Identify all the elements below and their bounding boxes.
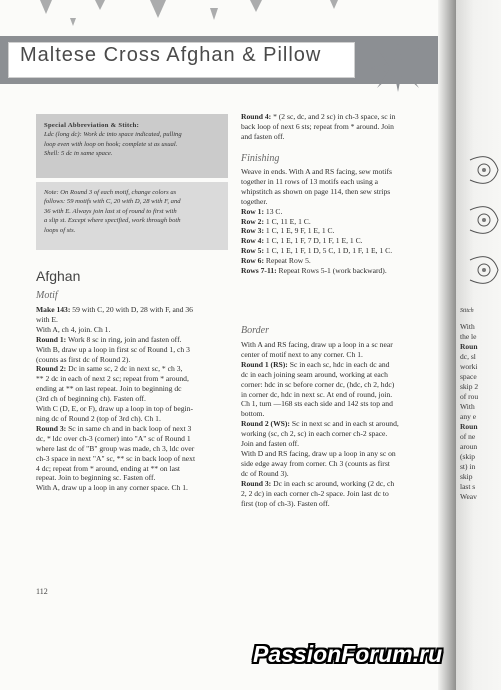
note-box-text (44, 188, 224, 235)
text-line: (counts as first dc of Round 2). (36, 354, 131, 364)
row-line: Rows 7-11: Repeat Rows 5-1 (work backward). (241, 266, 387, 276)
right-page-line: last s (460, 482, 476, 491)
special-box-heading: Special Abbreviation & Stitch: (44, 122, 140, 129)
right-page-line: Weav (460, 492, 477, 501)
page-number: 112 (36, 587, 48, 596)
special-box-line: Ldc (long dc): Work dc into space indicated, pulling (44, 131, 182, 139)
motif-heading: Motif (36, 290, 58, 301)
text-line: ** 2 dc in each of next 2 sc; repeat from * around, (36, 374, 189, 384)
right-page-line: (skip (460, 452, 475, 461)
text-line: Round 2: Dc in same sc, 2 dc in next sc, * ch 3, (36, 364, 183, 374)
text-line: in corner dc, hdc in next sc. At end of round, join. (241, 389, 393, 399)
text-line: where last dc of "B" group was made, ch 3, ldc over (36, 443, 195, 453)
text-line: first (top of ch-3). Fasten off. (241, 498, 330, 508)
row-line: Row 5: 1 C, 1 E, 1 F, 1 D, 5 C, 1 D, 1 F, 1 E, 1 C. (241, 246, 393, 256)
text-line: Ch 1, turn —168 sts each side and 142 sts top and (241, 399, 393, 409)
right-page-line: of rou (460, 392, 479, 401)
afghan-heading: Afghan (36, 268, 81, 284)
right-page-line: Roun (460, 342, 478, 351)
row-line: Row 6: Repeat Row 5. (241, 256, 311, 266)
text-line: ch-3 space in next "A" sc, ** sc in back loop of next (36, 453, 196, 463)
right-page-line: the le (460, 332, 477, 341)
right-page-line: any e (460, 412, 477, 421)
right-page-line: space (460, 372, 477, 381)
maltese-cross-ornament-icon (363, 40, 433, 95)
text-line: with E. (36, 314, 58, 324)
right-page-line: st) in (460, 462, 476, 471)
page-title: Maltese Cross Afghan & Pillow (20, 44, 322, 66)
note-line: follows: 59 motifs with C, 20 with D, 28 with F, and (44, 198, 181, 206)
right-page-line: With (460, 322, 475, 331)
round4-block (241, 112, 436, 142)
left-column (36, 305, 232, 493)
text-line: ning dc of Round 2 (top of 3rd ch). Ch 1. (36, 413, 161, 423)
note-line: loops of sts. (44, 226, 76, 234)
row-line: Row 1: 13 C. (241, 206, 283, 216)
right-page-line: of ne (460, 432, 476, 441)
text-line: (3rd ch of beginning ch). Fasten off. (36, 394, 146, 404)
text-line: together in 11 rows of 13 motifs each using a (241, 176, 379, 186)
text-line: center of motif next to any corner. Ch 1. (241, 349, 363, 359)
text-line: Make 143: 59 with C, 20 with D, 28 with F, and 36 (36, 305, 193, 314)
text-line: Round 1 (RS): Sc in each sc, hdc in each dc and (241, 359, 390, 369)
note-line: Note: On Round 3 of each motif, change colors as (44, 189, 177, 196)
text-line: Join and fasten off. (241, 439, 300, 449)
text-line: whipstitch as shown on page 114, then sew strips (241, 186, 391, 196)
decorative-top-ornament (0, 0, 501, 40)
text-line: side edge away from corner. Ch 3 (counts as first (241, 458, 390, 468)
text-line: 2, 2 dc) in each corner ch-2 space. Join last dc to (241, 488, 389, 498)
text-line: With A, draw up a loop in any corner space. Ch 1. (36, 483, 188, 493)
text-line: ending at ** on last repeat. Join to beginning dc (36, 384, 182, 394)
text-line: Weave in ends. With A and RS facing, sew motifs (241, 167, 393, 176)
text-line: Round 4: * (2 sc, dc, and 2 sc) in ch-3 space, sc in (241, 112, 396, 121)
crochet-stitch-diagram-icon (462, 140, 501, 300)
right-page-line: skip 2 (460, 382, 479, 391)
special-box-line: loop even with loop on hook; complete st as usual. (44, 140, 178, 148)
text-line: together. (241, 196, 268, 206)
text-line: Round 3: Sc in same ch and in back loop of next 3 (36, 423, 192, 433)
special-box-text (44, 121, 224, 159)
note-line: a slip st. Except where specified, work through both (44, 217, 181, 225)
row-line: Row 4: 1 C, 1 E, 1 F, 7 D, 1 F, 1 E, 1 C. (241, 236, 363, 246)
finishing-block (241, 167, 436, 276)
text-line: bottom. (241, 409, 265, 419)
watermark: PassionForum.ru (253, 641, 443, 667)
text-line: back loop of next 6 sts; repeat from * around. Join (241, 121, 394, 131)
text-line: With A, ch 4, join. Ch 1. (36, 324, 111, 334)
text-line: Round 2 (WS): Sc in next sc and in each st around, (241, 419, 399, 429)
text-line: dc of Round 3). (241, 468, 289, 478)
right-page-line: worki (460, 362, 478, 371)
stitch-caption: Stitch (460, 308, 474, 314)
text-line: With A and RS facing, draw up a loop in a sc near (241, 340, 393, 349)
finishing-heading: Finishing (241, 153, 280, 164)
border-heading: Border (241, 325, 269, 336)
text-line: repeat. Join to beginning sc. Fasten off. (36, 473, 156, 483)
special-box-line: Shell: 5 dc in same space. (44, 150, 113, 158)
text-line: With B, draw up a loop in first sc of Round 1, ch 3 (36, 344, 190, 354)
book-spine-shadow (438, 0, 456, 690)
text-line: 4 dc; repeat from * around, ending at ** on last (36, 463, 181, 473)
right-page-line: skip (460, 472, 473, 481)
text-line: working (sc, ch 2, sc) in each corner ch-2 space. (241, 429, 388, 439)
right-page-line: aroun (460, 442, 478, 451)
text-line: With C (D, E, or F), draw up a loop in top of begin- (36, 404, 194, 414)
facing-page (456, 0, 501, 690)
right-page-line: dc, sl (460, 352, 476, 361)
text-line: dc in each joining seam around, working at each (241, 369, 388, 379)
row-line: Row 2: 1 C, 11 E, 1 C. (241, 216, 311, 226)
text-line: Round 1: Work 8 sc in ring, join and fasten off. (36, 334, 182, 344)
right-page-line: With (460, 402, 475, 411)
row-line: Row 3: 1 C, 1 E, 9 F, 1 E, 1 C. (241, 226, 335, 236)
text-line: corner: hdc in sc before corner dc, (hdc, ch 2, hdc) (241, 379, 395, 389)
text-line: and fasten off. (241, 131, 285, 141)
text-line: With D and RS facing, draw up a loop in any sc on (241, 448, 396, 458)
right-page-line: Roun (460, 422, 478, 431)
text-line: Round 3: Dc in each sc around, working (2 dc, ch (241, 478, 395, 488)
text-line: dc, * ldc over ch-3 (corner) into "A" sc of Round 1 (36, 433, 191, 443)
note-line: 36 with E. Always join last st of round to first with (44, 207, 177, 215)
border-block (241, 340, 436, 508)
